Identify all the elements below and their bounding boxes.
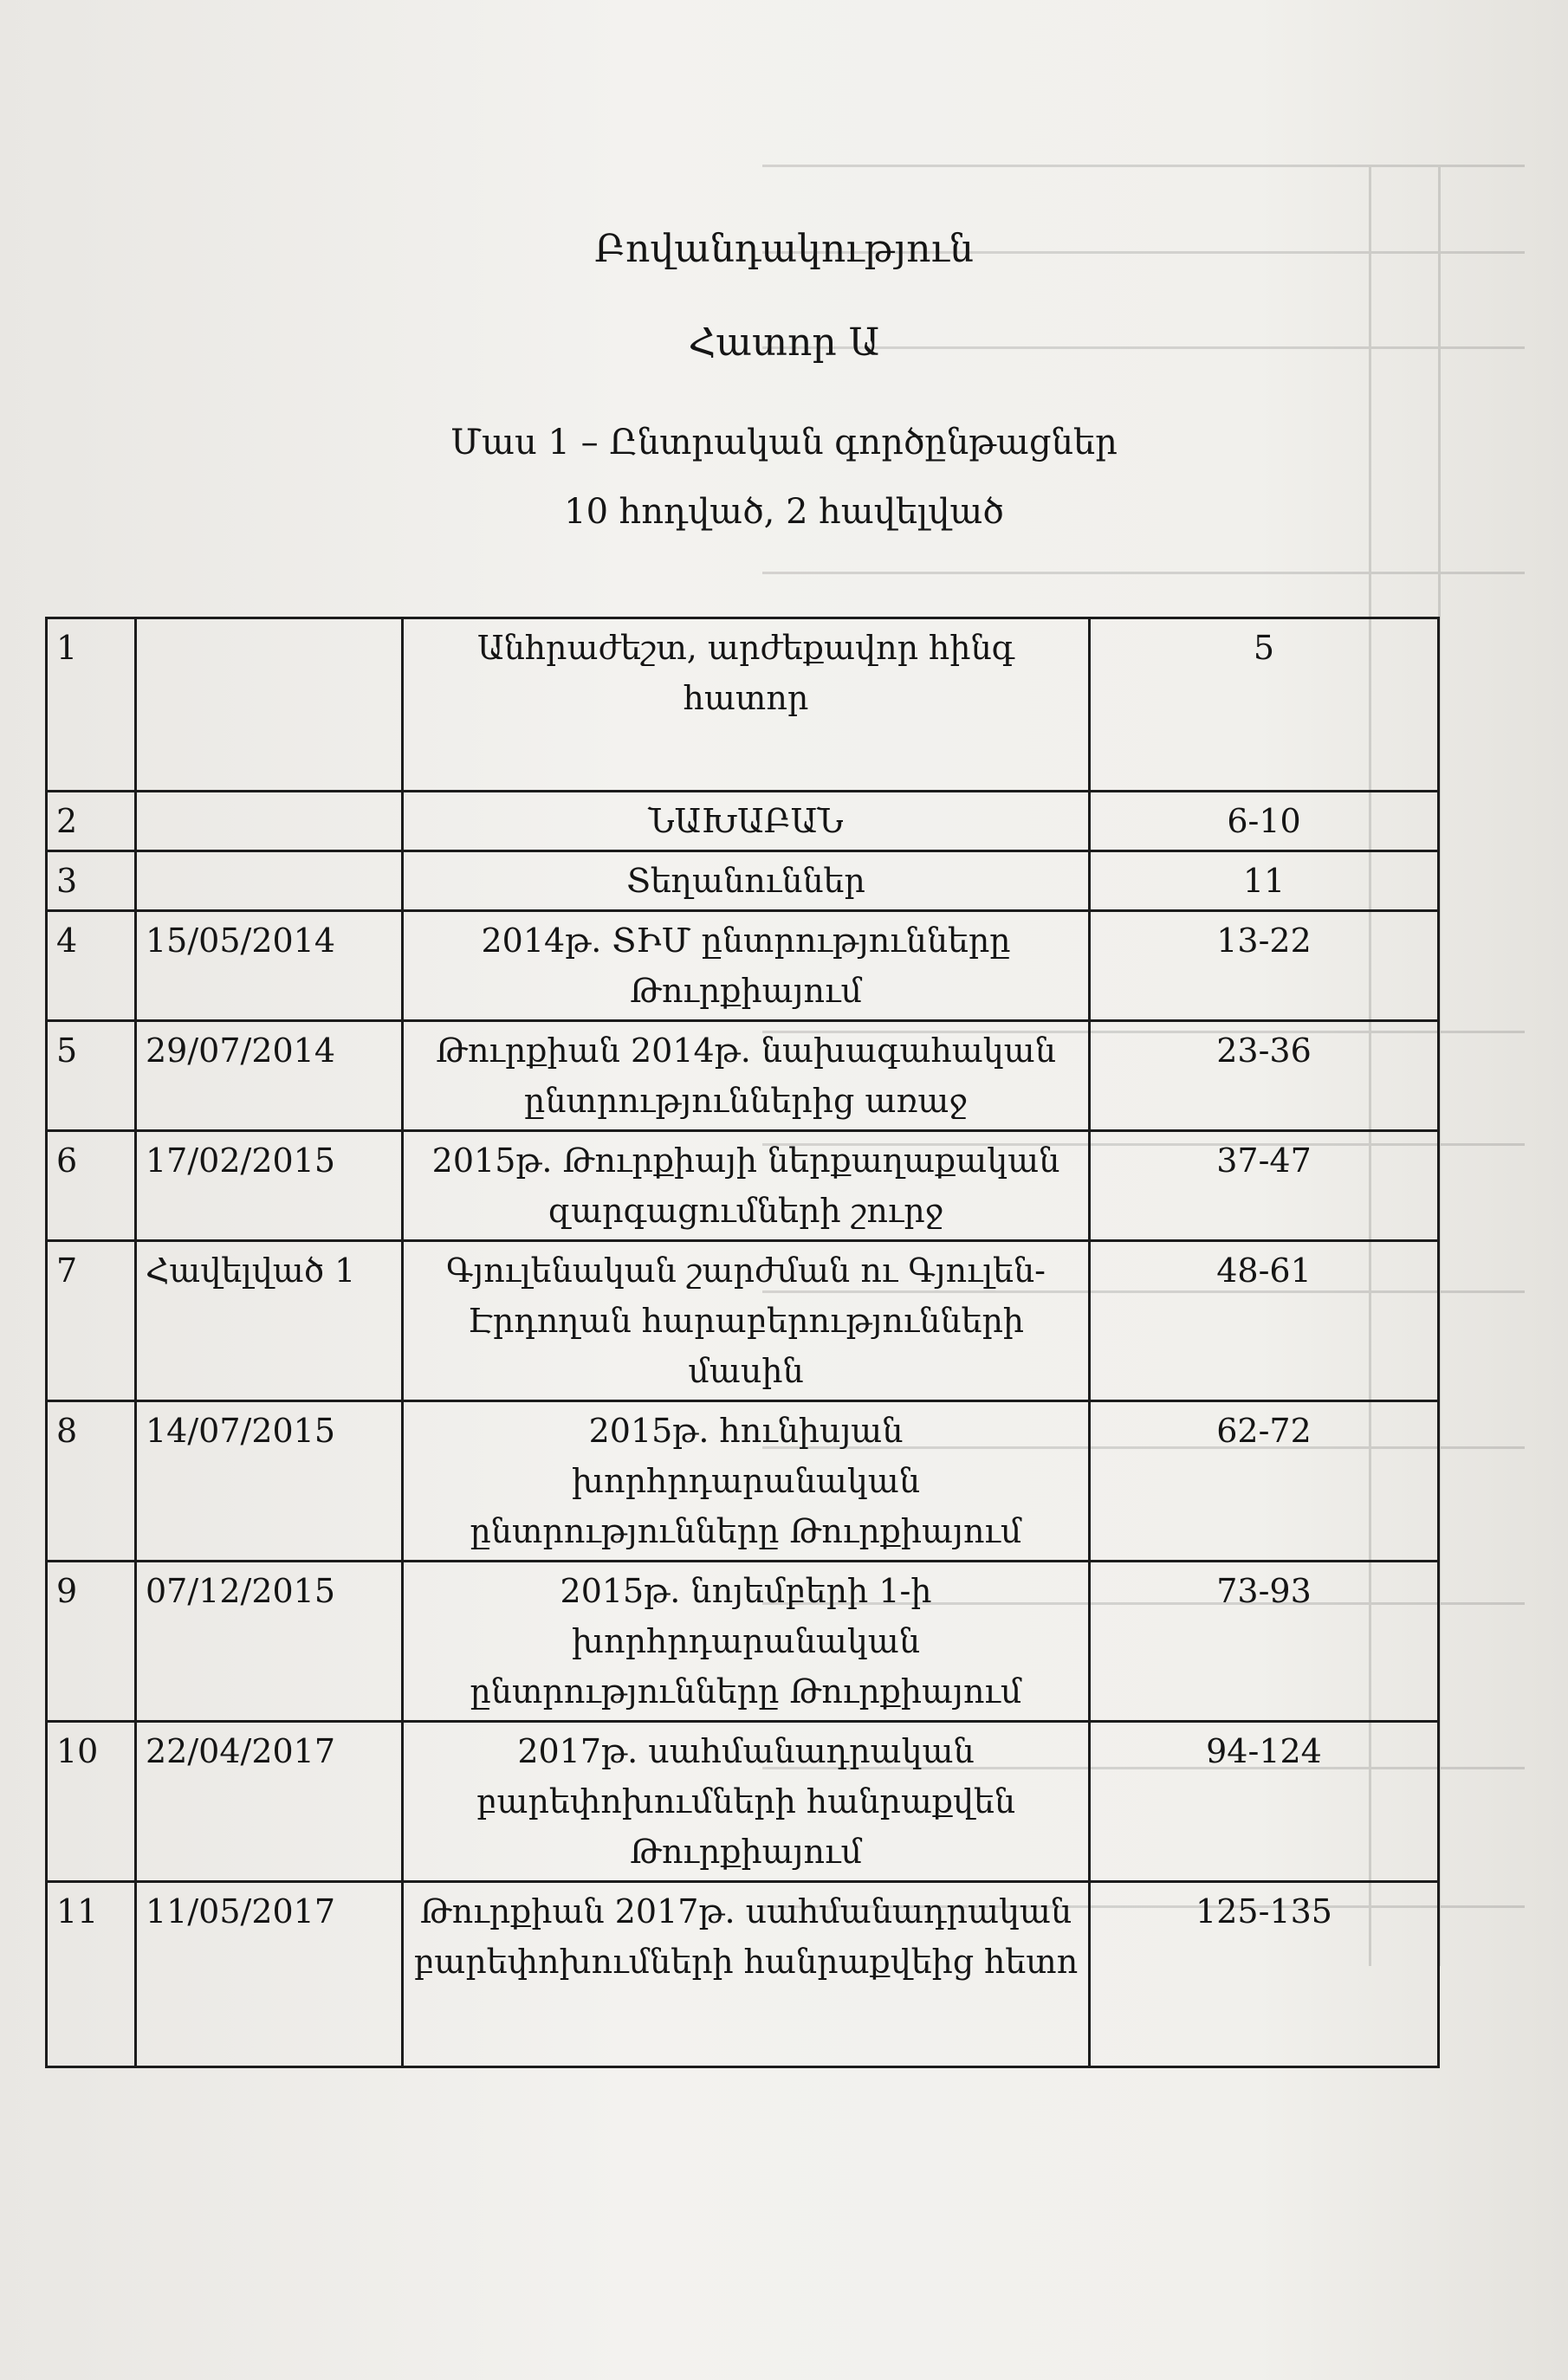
row-number: 4 [47,911,136,1021]
table-row [47,1241,1439,1401]
row-pages: 23-36 [1090,1021,1439,1131]
row-title: Անհրաժեշտ, արժեքավոր հինգ հատոր [403,618,1090,792]
volume-title: Հատոր Ա [688,320,880,365]
row-number: 1 [47,618,136,792]
row-title: 2015թ. հունիսյան խորհրդարանական ընտրությունները Թուրքիայում [403,1401,1090,1562]
row-pages: 48-61 [1090,1241,1439,1401]
table-row [47,1021,1439,1131]
row-number: 7 [47,1241,136,1401]
row-title: 2014թ. ՏԻՄ ընտրությունները Թուրքիայում [403,911,1090,1021]
row-number: 6 [47,1131,136,1241]
row-title: 2017թ. սահմանադրական բարեփոխումների հանրաքվեն Թուրքիայում [403,1722,1090,1882]
table-row [47,618,1439,792]
row-date: 11/05/2017 [136,1882,403,2067]
row-number: 9 [47,1562,136,1722]
row-date: 14/07/2015 [136,1401,403,1562]
row-date: 07/12/2015 [136,1562,403,1722]
row-pages: 62-72 [1090,1401,1439,1562]
row-date: Հավելված 1 [136,1241,403,1401]
row-date: 15/05/2014 [136,911,403,1021]
table-row [47,1131,1439,1241]
table-row [47,1882,1439,2067]
row-number: 10 [47,1722,136,1882]
row-title: Տեղանուններ [403,851,1090,911]
table-row [47,792,1439,851]
row-date: 17/02/2015 [136,1131,403,1241]
row-pages: 5 [1090,618,1439,792]
row-pages: 125-135 [1090,1882,1439,2067]
part-title: Մաս 1 – Ընտրական գործընթացներ [450,423,1118,462]
table-row [47,1722,1439,1882]
row-date: 22/04/2017 [136,1722,403,1882]
row-pages: 94-124 [1090,1722,1439,1882]
row-date [136,792,403,851]
part-subtitle: 10 հոդված, 2 հավելված [564,492,1004,532]
table-row [47,1562,1439,1722]
table-row [47,1401,1439,1562]
row-pages: 13-22 [1090,911,1439,1021]
row-date: 29/07/2014 [136,1021,403,1131]
row-pages: 73-93 [1090,1562,1439,1722]
row-pages: 6-10 [1090,792,1439,851]
contents-table [45,617,1440,2068]
row-date [136,618,403,792]
row-title: Թուրքիան 2014թ. նախագահական ընտրություններից առաջ [403,1021,1090,1131]
row-pages: 37-47 [1090,1131,1439,1241]
row-title: 2015թ. նոյեմբերի 1-ի խորհրդարանական ընտրությունները Թուրքիայում [403,1562,1090,1722]
row-date [136,851,403,911]
row-number: 5 [47,1021,136,1131]
contents-title: Բովանդակություն [594,227,974,271]
row-title: Թուրքիան 2017թ. սահմանադրական բարեփոխումների հանրաքվեից հետո [403,1882,1090,2067]
row-title: ՆԱԽԱԲԱՆ [403,792,1090,851]
row-number: 2 [47,792,136,851]
table-row [47,851,1439,911]
row-title: Գյուլենական շարժման ու Գյուլեն-Էրդողան հարաբերությունների մասին [403,1241,1090,1401]
table-row [47,911,1439,1021]
row-number: 3 [47,851,136,911]
row-pages: 11 [1090,851,1439,911]
row-number: 11 [47,1882,136,2067]
row-title: 2015թ. Թուրքիայի ներքաղաքական զարգացումների շուրջ [403,1131,1090,1241]
row-number: 8 [47,1401,136,1562]
